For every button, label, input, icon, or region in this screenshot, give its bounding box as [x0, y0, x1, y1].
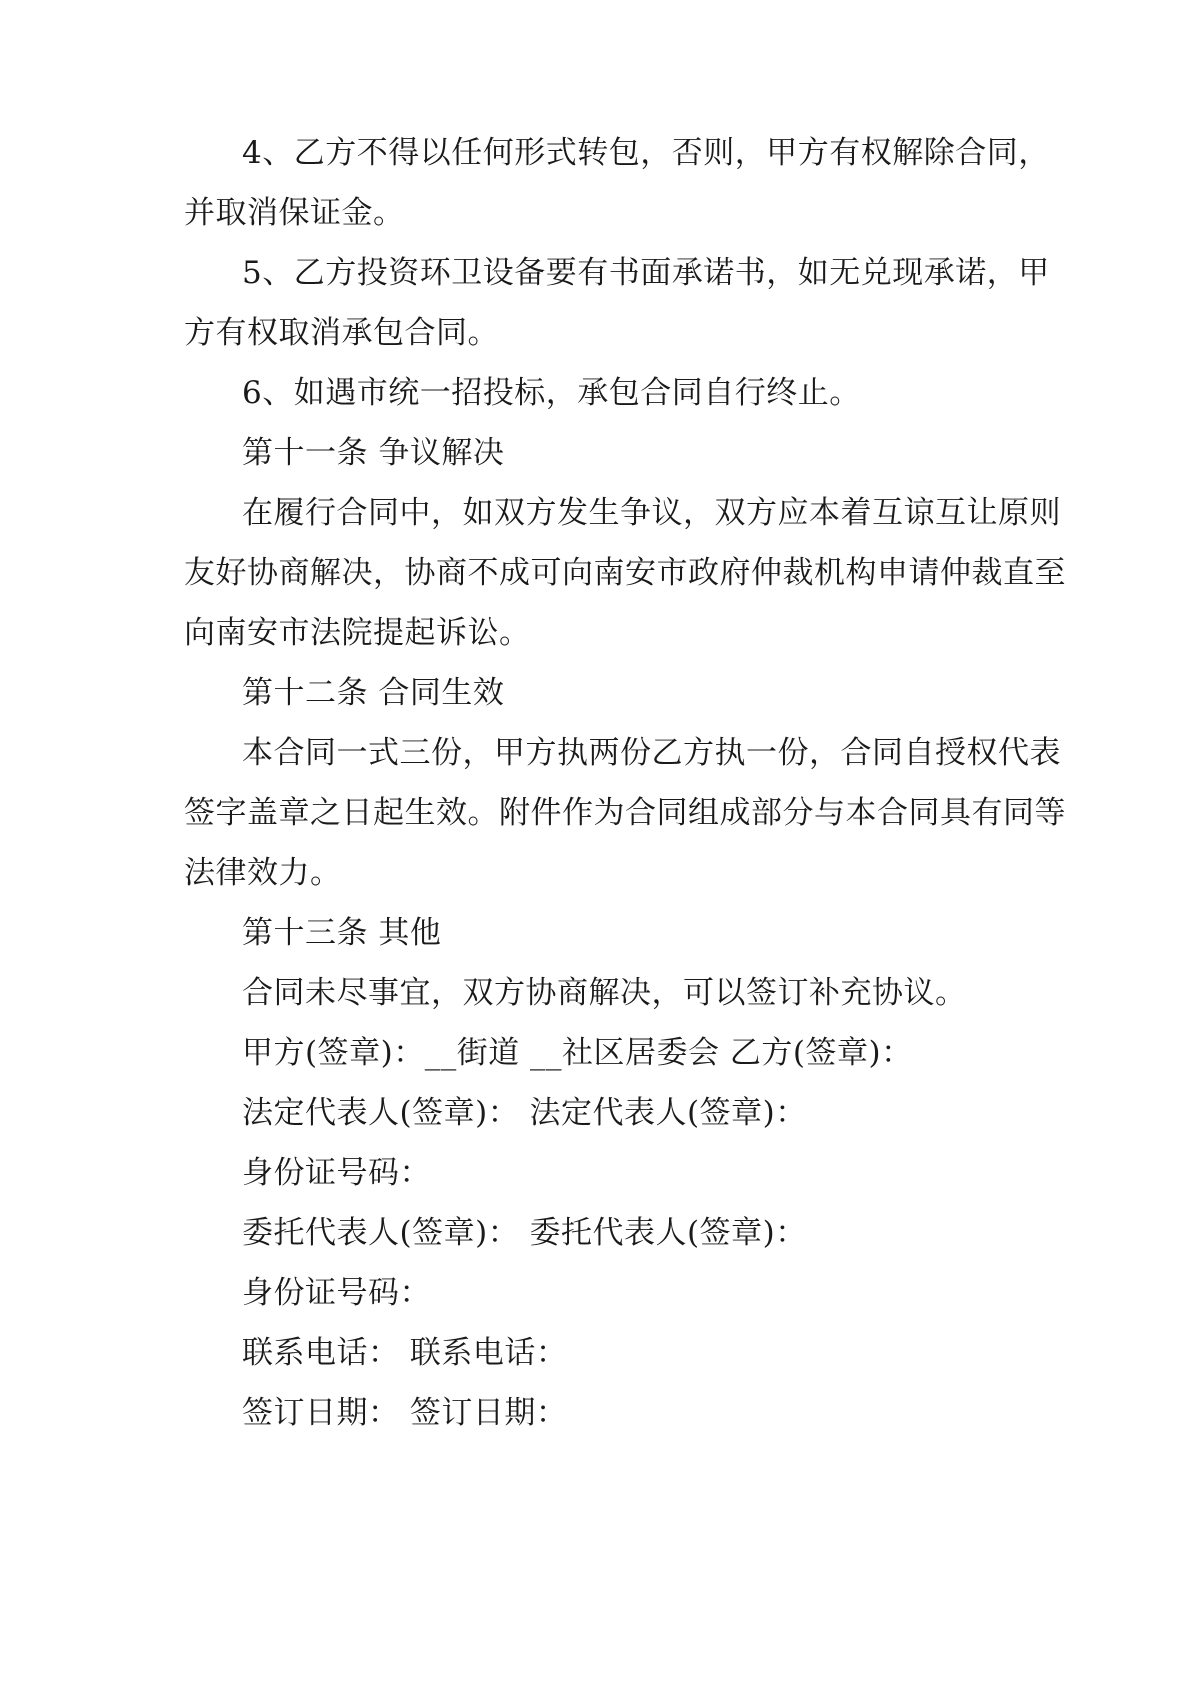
article-12-para-line-2: 签字盖章之日起生效。附件作为合同组成部分与本合同具有同等 [184, 795, 1066, 831]
article-12-para-line-1: 本合同一式三份，甲方执两份乙方执一份，合同自授权代表 [242, 735, 1061, 771]
article-11-para-line-3: 向南安市法院提起诉讼。 [184, 615, 531, 651]
article-12-heading: 第十二条 合同生效 [242, 675, 505, 711]
signature-party-line: 甲方(签章)：__街道 __社区居委会 乙方(签章)： [242, 1035, 913, 1071]
clause-5-line-1: 5、乙方投资环卫设备要有书面承诺书，如无兑现承诺，甲 [242, 255, 1050, 291]
authorized-representative-line: 委托代表人(签章)： 委托代表人(签章)： [242, 1215, 807, 1251]
article-11-para-line-2: 友好协商解决，协商不成可向南安市政府仲裁机构申请仲裁直至 [184, 555, 1066, 591]
article-13-heading: 第十三条 其他 [242, 915, 442, 951]
legal-representative-line: 法定代表人(签章)： 法定代表人(签章)： [242, 1095, 807, 1131]
clause-5-line-2: 方有权取消承包合同。 [184, 315, 499, 351]
signing-date-line: 签订日期： 签订日期： [242, 1395, 568, 1431]
article-11-heading: 第十一条 争议解决 [242, 435, 505, 471]
clause-6-line: 6、如遇市统一招投标，承包合同自行终止。 [242, 375, 861, 411]
clause-4-line-2: 并取消保证金。 [184, 195, 405, 231]
article-12-para-line-3: 法律效力。 [184, 855, 342, 891]
id-number-line-2: 身份证号码： [242, 1275, 431, 1311]
article-13-para: 合同未尽事宜，双方协商解决，可以签订补充协议。 [242, 975, 967, 1011]
article-11-para-line-1: 在履行合同中，如双方发生争议，双方应本着互谅互让原则 [242, 495, 1061, 531]
contact-phone-line: 联系电话： 联系电话： [242, 1335, 568, 1371]
id-number-line-1: 身份证号码： [242, 1155, 431, 1191]
clause-4-line-1: 4、乙方不得以任何形式转包，否则，甲方有权解除合同， [242, 135, 1050, 171]
